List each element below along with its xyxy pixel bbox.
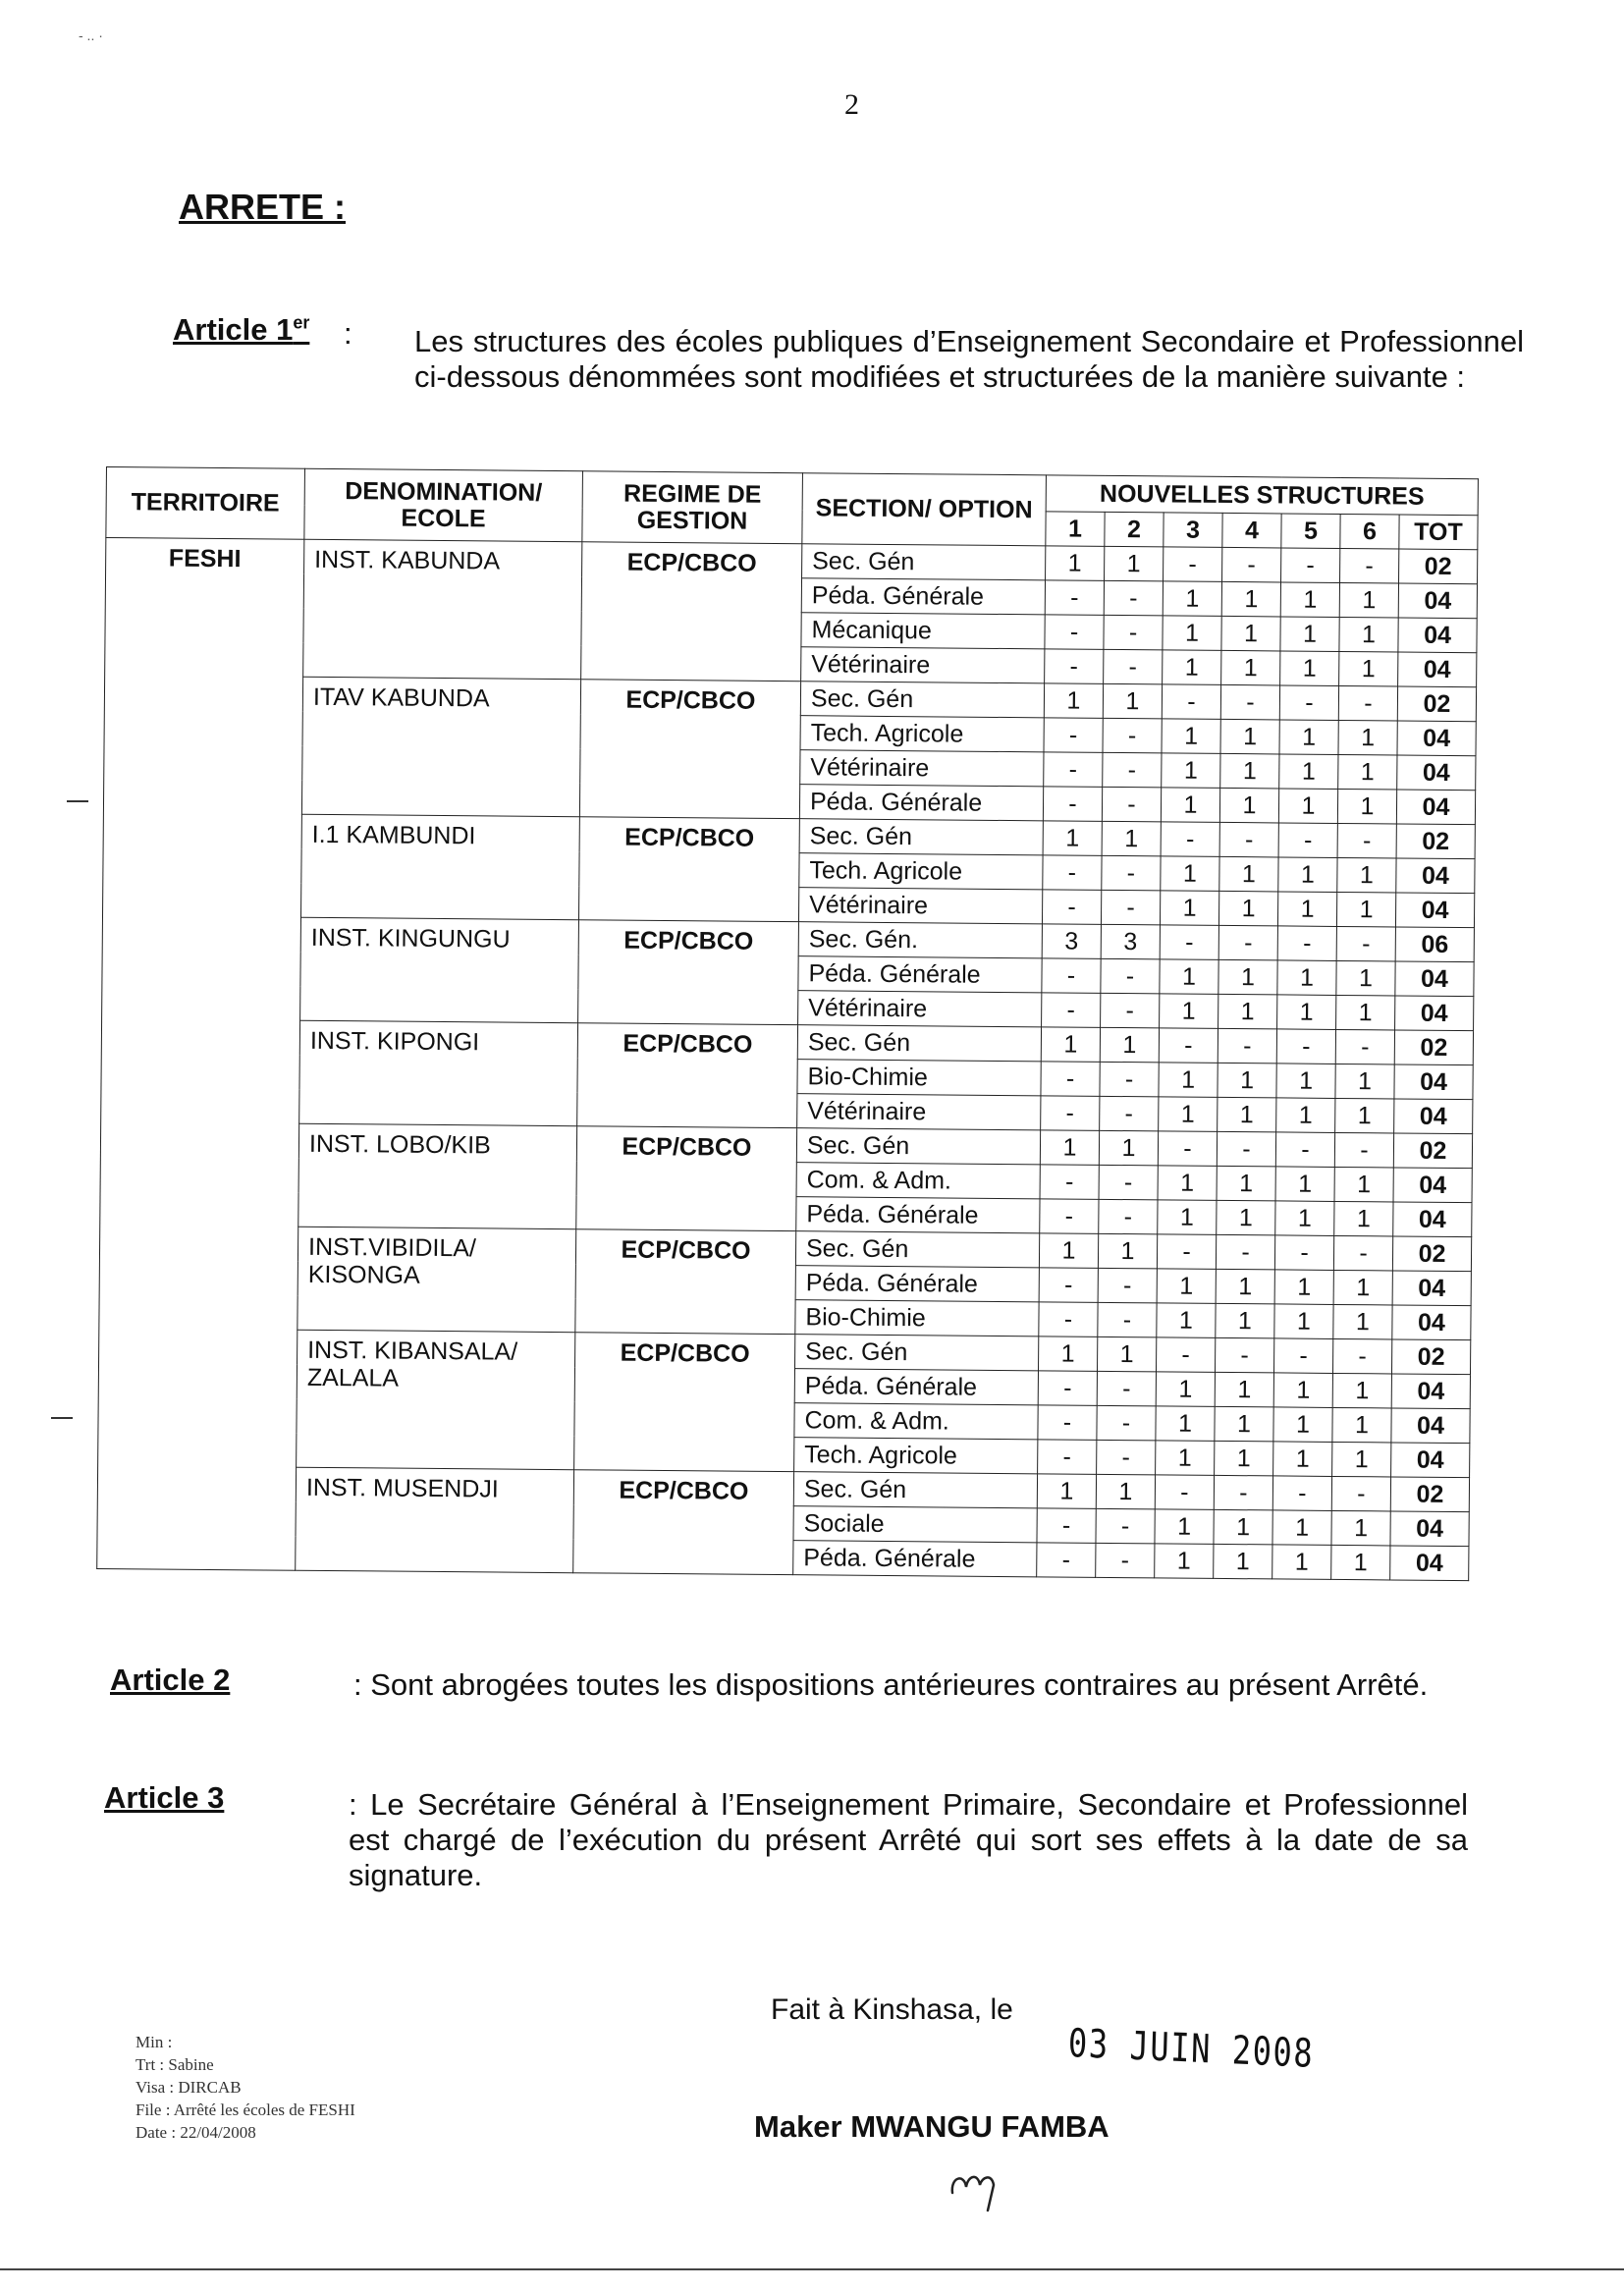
year-3-cell: 1 — [1156, 1406, 1215, 1442]
year-4-cell: 1 — [1215, 1406, 1273, 1442]
year-3-cell: - — [1156, 1337, 1215, 1373]
section-cell: Com. & Adm. — [794, 1403, 1038, 1440]
year-6-cell: 1 — [1333, 1270, 1392, 1305]
header-nouvelles-structures: NOUVELLES STRUCTURES — [1046, 475, 1478, 516]
header-territoire: TERRITOIRE — [106, 467, 305, 540]
section-cell: Com. & Adm. — [796, 1163, 1040, 1199]
year-6-cell: 1 — [1335, 1064, 1394, 1099]
footer-note-line: Date : 22/04/2008 — [135, 2123, 256, 2142]
year-6-cell: - — [1334, 1132, 1393, 1168]
year-4-cell: - — [1217, 1131, 1275, 1167]
section-cell: Vétérinaire — [797, 1094, 1041, 1130]
margin-mark-bottom — [51, 1417, 73, 1419]
section-cell: Péda. Générale — [799, 785, 1043, 821]
year-6-cell: 1 — [1337, 857, 1396, 893]
year-4-cell: 1 — [1218, 1063, 1276, 1098]
total-cell: 02 — [1393, 1133, 1472, 1169]
year-5-cell: 1 — [1277, 995, 1336, 1030]
year-5-cell: 1 — [1275, 1167, 1334, 1202]
year-1-cell: 1 — [1039, 1336, 1098, 1372]
structures-body — [97, 538, 1478, 1581]
year-1-cell: - — [1045, 649, 1104, 684]
year-6-cell: 1 — [1334, 1201, 1393, 1236]
year-2-cell: - — [1102, 855, 1161, 891]
year-5-cell: 1 — [1280, 651, 1339, 686]
year-3-cell: 1 — [1162, 753, 1220, 789]
year-3-cell: 1 — [1161, 788, 1219, 823]
article-2-label: Article 2 — [110, 1663, 231, 1697]
school-name-cell: INST. MUSENDJI — [296, 1467, 574, 1572]
total-cell: 04 — [1397, 721, 1476, 756]
section-cell: Tech. Agricole — [800, 716, 1044, 752]
regime-cell: ECP/CBCO — [577, 1023, 798, 1128]
year-2-cell: - — [1097, 1371, 1156, 1406]
year-1-cell: - — [1042, 958, 1101, 994]
year-6-cell: 1 — [1336, 960, 1395, 996]
section-cell: Sec. Gén — [795, 1231, 1039, 1268]
section-cell: Sec. Gén. — [798, 922, 1042, 958]
date-stamp: 03 JUIN 2008 — [1067, 2021, 1315, 2077]
handwritten-signature — [943, 2155, 1021, 2214]
year-5-cell: 1 — [1276, 1064, 1335, 1099]
section-cell: Sec. Gén — [795, 1335, 1039, 1371]
year-1-cell: - — [1040, 1199, 1099, 1234]
year-6-cell: 1 — [1331, 1510, 1390, 1546]
header-col-2: 2 — [1105, 512, 1164, 547]
header-col-6: 6 — [1340, 514, 1399, 549]
year-4-cell: - — [1219, 822, 1278, 857]
year-2-cell: - — [1101, 958, 1160, 994]
header-denomination: DENOMINATION/ ECOLE — [304, 468, 583, 541]
section-cell: Vétérinaire — [801, 647, 1045, 683]
school-name-cell: INST. KABUNDA — [303, 539, 582, 679]
year-2-cell: - — [1104, 649, 1163, 684]
year-6-cell: - — [1335, 1029, 1394, 1064]
school-name-cell: INST. KINGUNGU — [300, 917, 579, 1022]
year-2-cell: 1 — [1097, 1336, 1156, 1372]
section-cell: Mécanique — [801, 613, 1045, 649]
year-2-cell: - — [1097, 1440, 1156, 1475]
year-1-cell: - — [1043, 855, 1102, 891]
year-6-cell: 1 — [1334, 1167, 1393, 1202]
year-3-cell: - — [1161, 822, 1219, 857]
year-1-cell: 1 — [1041, 1027, 1100, 1063]
year-3-cell: 1 — [1163, 650, 1221, 685]
year-6-cell: 1 — [1335, 1098, 1394, 1133]
year-2-cell: 1 — [1102, 821, 1161, 856]
school-name-cell: INST. KIBANSALA/ ZALALA — [297, 1330, 575, 1469]
section-cell: Bio-Chimie — [795, 1300, 1039, 1336]
year-5-cell: - — [1275, 1132, 1334, 1168]
year-6-cell: 1 — [1337, 789, 1396, 824]
section-cell: Péda. Générale — [795, 1266, 1039, 1302]
header-col-3: 3 — [1164, 513, 1222, 548]
year-3-cell: 1 — [1158, 1166, 1217, 1201]
year-1-cell: 1 — [1040, 1130, 1099, 1166]
year-1-cell: - — [1045, 615, 1104, 650]
place-line: Fait à Kinshasa, le — [771, 1993, 1013, 2026]
article-1-label: Article 1er — [173, 312, 310, 347]
year-4-cell: - — [1222, 547, 1281, 582]
year-2-cell: - — [1099, 1199, 1158, 1234]
footer-note-line: Min : — [135, 2033, 173, 2051]
year-6-cell: 1 — [1336, 995, 1395, 1030]
year-2-cell: - — [1103, 718, 1162, 753]
year-6-cell: - — [1336, 926, 1395, 961]
header-col-5: 5 — [1281, 514, 1340, 549]
year-1-cell: 3 — [1042, 924, 1101, 959]
year-3-cell: 1 — [1163, 581, 1221, 617]
year-5-cell: 1 — [1273, 1373, 1332, 1408]
year-2-cell: - — [1102, 787, 1161, 822]
year-2-cell: 1 — [1103, 683, 1162, 719]
scan-specks: - .. · — [79, 27, 103, 43]
year-3-cell: 1 — [1157, 1303, 1216, 1338]
year-5-cell: - — [1278, 823, 1337, 858]
year-5-cell: 1 — [1274, 1270, 1333, 1305]
year-4-cell: 1 — [1214, 1509, 1272, 1545]
header-col-1: 1 — [1046, 512, 1105, 547]
year-2-cell: - — [1103, 752, 1162, 788]
year-1-cell: 1 — [1037, 1474, 1096, 1509]
year-4-cell: 1 — [1220, 753, 1279, 789]
total-cell: 04 — [1390, 1546, 1469, 1581]
year-2-cell: - — [1100, 1096, 1159, 1131]
year-5-cell: - — [1279, 685, 1338, 721]
year-3-cell: 1 — [1157, 1269, 1216, 1304]
year-5-cell: - — [1277, 926, 1336, 961]
section-cell: Péda. Générale — [801, 578, 1045, 615]
section-cell: Tech. Agricole — [799, 853, 1043, 890]
total-cell: 04 — [1397, 755, 1476, 791]
year-2-cell: - — [1096, 1508, 1155, 1544]
year-4-cell: 1 — [1214, 1544, 1272, 1579]
section-cell: Sec. Gén — [799, 819, 1043, 855]
year-4-cell: 1 — [1215, 1441, 1273, 1476]
year-5-cell: 1 — [1273, 1407, 1332, 1443]
year-5-cell: 1 — [1275, 1201, 1334, 1236]
total-cell: 06 — [1395, 927, 1474, 962]
year-5-cell: 1 — [1279, 754, 1338, 790]
year-2-cell: - — [1099, 1165, 1158, 1200]
year-5-cell: 1 — [1272, 1545, 1331, 1580]
year-3-cell: 1 — [1159, 1097, 1218, 1132]
total-cell: 02 — [1397, 686, 1476, 722]
footer-notes — [135, 2031, 355, 2144]
year-3-cell: 1 — [1155, 1544, 1214, 1579]
year-3-cell: 1 — [1163, 616, 1221, 651]
year-5-cell: 1 — [1273, 1442, 1332, 1477]
regime-cell: ECP/CBCO — [574, 1333, 795, 1472]
year-2-cell: 1 — [1100, 1027, 1159, 1063]
year-1-cell: - — [1041, 1096, 1100, 1131]
year-4-cell: 1 — [1215, 1372, 1273, 1407]
article-3-text: : Le Secrétaire Général à l’Enseignement Primaire, Secondaire et Professionnel est chargé de l’exécution du présent Arrêté qui sort ses effets à la date de sa signature. — [349, 1787, 1468, 1892]
year-6-cell: 1 — [1332, 1373, 1391, 1408]
year-4-cell: 1 — [1217, 1166, 1275, 1201]
year-4-cell: - — [1215, 1337, 1273, 1373]
total-cell: 02 — [1394, 1030, 1473, 1065]
year-3-cell: 1 — [1161, 856, 1219, 892]
total-cell: 04 — [1398, 618, 1477, 653]
year-6-cell: 1 — [1332, 1442, 1391, 1477]
total-cell: 04 — [1396, 790, 1475, 825]
year-5-cell: 1 — [1278, 789, 1337, 824]
year-6-cell: - — [1333, 1235, 1392, 1271]
year-5-cell: 1 — [1280, 617, 1339, 652]
year-1-cell: - — [1043, 787, 1102, 822]
year-1-cell: - — [1044, 718, 1103, 753]
page-number: 2 — [844, 88, 859, 121]
regime-cell: ECP/CBCO — [579, 680, 800, 819]
year-1-cell: - — [1044, 752, 1103, 788]
year-6-cell: 1 — [1339, 617, 1398, 652]
year-5-cell: - — [1272, 1476, 1331, 1511]
year-5-cell: 1 — [1277, 892, 1336, 927]
year-3-cell: - — [1159, 1028, 1218, 1064]
year-6-cell: 1 — [1336, 892, 1395, 927]
year-4-cell: 1 — [1217, 1200, 1275, 1235]
year-4-cell: 1 — [1216, 1303, 1274, 1338]
section-cell: Sec. Gén — [802, 544, 1046, 580]
year-6-cell: - — [1337, 823, 1396, 858]
year-1-cell: - — [1038, 1440, 1097, 1475]
year-1-cell: 1 — [1046, 546, 1105, 581]
year-1-cell: - — [1039, 1302, 1098, 1337]
year-3-cell: 1 — [1156, 1441, 1215, 1476]
year-6-cell: - — [1332, 1338, 1391, 1374]
year-4-cell: 1 — [1218, 959, 1277, 995]
year-2-cell: 1 — [1099, 1130, 1158, 1166]
section-cell: Sociale — [793, 1506, 1037, 1543]
total-cell: 04 — [1390, 1511, 1469, 1547]
regime-cell: ECP/CBCO — [578, 817, 799, 922]
school-name-cell: I.1 KAMBUNDI — [300, 814, 579, 919]
year-6-cell: 1 — [1338, 720, 1397, 755]
year-4-cell: 1 — [1221, 650, 1280, 685]
year-5-cell: 1 — [1280, 582, 1339, 618]
year-3-cell: - — [1162, 684, 1220, 720]
year-3-cell: 1 — [1162, 719, 1220, 754]
margin-mark-top — [67, 800, 88, 802]
year-3-cell: 1 — [1160, 959, 1218, 995]
bottom-rule — [0, 2268, 1624, 2270]
section-cell: Vétérinaire — [798, 991, 1042, 1027]
section-cell: Péda. Générale — [796, 1197, 1040, 1233]
year-1-cell: - — [1045, 580, 1104, 616]
year-4-cell: - — [1214, 1475, 1272, 1510]
year-6-cell: - — [1340, 548, 1399, 583]
total-cell: 04 — [1398, 652, 1477, 687]
regime-cell: ECP/CBCO — [573, 1470, 794, 1575]
arrete-heading: ARRETE : — [179, 187, 346, 227]
article-1-colon: : — [344, 316, 352, 351]
year-4-cell: 1 — [1220, 719, 1279, 754]
footer-note-line: Trt : Sabine — [135, 2055, 214, 2074]
total-cell: 04 — [1398, 583, 1477, 619]
total-cell: 04 — [1391, 1408, 1470, 1444]
year-1-cell: 1 — [1044, 683, 1103, 719]
year-4-cell: 1 — [1216, 1269, 1274, 1304]
section-cell: Péda. Générale — [793, 1541, 1037, 1577]
section-cell: Sec. Gén — [793, 1472, 1037, 1508]
year-4-cell: - — [1216, 1234, 1274, 1270]
year-5-cell: - — [1273, 1338, 1332, 1374]
year-5-cell: 1 — [1278, 857, 1337, 893]
footer-note-line: Visa : DIRCAB — [135, 2078, 242, 2097]
year-1-cell: 1 — [1039, 1233, 1098, 1269]
total-cell: 04 — [1394, 1064, 1473, 1100]
total-cell: 02 — [1399, 549, 1478, 584]
section-cell: Bio-Chimie — [797, 1060, 1041, 1096]
total-cell: 04 — [1395, 961, 1474, 997]
footer-note-line: File : Arrêté les écoles de FESHI — [135, 2100, 355, 2119]
year-2-cell: 1 — [1098, 1233, 1157, 1269]
section-cell: Tech. Agricole — [794, 1438, 1038, 1474]
year-3-cell: - — [1158, 1131, 1217, 1167]
section-cell: Sec. Gén — [797, 1025, 1041, 1062]
year-5-cell: 1 — [1274, 1304, 1333, 1339]
year-6-cell: 1 — [1332, 1407, 1391, 1443]
year-5-cell: - — [1281, 548, 1340, 583]
year-1-cell: - — [1038, 1371, 1097, 1406]
total-cell: 04 — [1391, 1374, 1470, 1409]
section-cell: Sec. Gén — [796, 1128, 1040, 1165]
year-1-cell: - — [1042, 890, 1101, 925]
year-4-cell: 1 — [1219, 788, 1278, 823]
year-6-cell: 1 — [1338, 754, 1397, 790]
header-col-tot: TOT — [1399, 515, 1478, 550]
year-1-cell: - — [1037, 1508, 1096, 1544]
year-5-cell: 1 — [1272, 1510, 1331, 1546]
year-2-cell: - — [1097, 1405, 1156, 1441]
year-1-cell: - — [1039, 1268, 1098, 1303]
total-cell: 04 — [1392, 1271, 1471, 1306]
header-regime: REGIME DE GESTION — [582, 471, 803, 544]
year-4-cell: 1 — [1221, 616, 1280, 651]
year-3-cell: - — [1160, 925, 1218, 960]
total-cell: 04 — [1395, 996, 1474, 1031]
total-cell: 04 — [1393, 1168, 1472, 1203]
school-name-cell: INST.VIBIDILA/ KISONGA — [298, 1227, 576, 1332]
year-2-cell: - — [1098, 1302, 1157, 1337]
year-3-cell: 1 — [1160, 994, 1218, 1029]
year-3-cell: 1 — [1156, 1372, 1215, 1407]
regime-cell: ECP/CBCO — [581, 542, 802, 682]
regime-cell: ECP/CBCO — [575, 1229, 796, 1335]
year-2-cell: - — [1104, 615, 1163, 650]
year-1-cell: 1 — [1043, 821, 1102, 856]
total-cell: 04 — [1395, 893, 1474, 928]
year-5-cell: - — [1274, 1235, 1333, 1271]
header-col-4: 4 — [1222, 513, 1281, 548]
year-5-cell: 1 — [1277, 960, 1336, 996]
year-1-cell: - — [1038, 1405, 1097, 1441]
regime-cell: ECP/CBCO — [578, 920, 799, 1025]
year-1-cell: - — [1040, 1165, 1099, 1200]
year-6-cell: 1 — [1339, 582, 1398, 618]
year-2-cell: 1 — [1105, 546, 1164, 581]
article-2-text: : Sont abrogées toutes les dispositions antérieures contraires au présent Arrêté. — [353, 1667, 1429, 1702]
year-6-cell: - — [1338, 685, 1397, 721]
signer-name: Maker MWANGU FAMBA — [754, 2109, 1110, 2144]
header-section: SECTION/ OPTION — [802, 473, 1047, 546]
year-5-cell: - — [1276, 1029, 1335, 1064]
total-cell: 04 — [1392, 1305, 1471, 1340]
year-2-cell: 3 — [1101, 924, 1160, 959]
article-3-label: Article 3 — [104, 1780, 225, 1815]
year-4-cell: 1 — [1218, 891, 1277, 926]
year-2-cell: - — [1100, 1062, 1159, 1097]
year-6-cell: 1 — [1339, 651, 1398, 686]
year-5-cell: 1 — [1276, 1098, 1335, 1133]
year-2-cell: - — [1096, 1543, 1155, 1578]
total-cell: 02 — [1396, 824, 1475, 859]
year-1-cell: - — [1037, 1543, 1096, 1578]
total-cell: 04 — [1396, 858, 1475, 894]
territory-cell: FESHI — [97, 538, 304, 1571]
total-cell: 02 — [1391, 1339, 1470, 1375]
year-4-cell: - — [1218, 1028, 1276, 1064]
year-2-cell: 1 — [1096, 1474, 1155, 1509]
total-cell: 02 — [1392, 1236, 1471, 1272]
total-cell: 04 — [1391, 1443, 1470, 1478]
school-structures-table — [96, 466, 1479, 1581]
year-2-cell: - — [1098, 1268, 1157, 1303]
total-cell: 04 — [1394, 1099, 1473, 1134]
year-5-cell: 1 — [1279, 720, 1338, 755]
article-1-text: Les structures des écoles publiques d’Enseignement Secondaire et Professionnel ci-dessous dénommées sont modifiées et structurées de la manière suivante : — [414, 324, 1524, 394]
year-3-cell: - — [1157, 1234, 1216, 1270]
year-2-cell: - — [1101, 890, 1160, 925]
section-cell: Péda. Générale — [798, 956, 1042, 993]
year-3-cell: - — [1155, 1475, 1214, 1510]
year-3-cell: - — [1164, 547, 1222, 582]
year-6-cell: 1 — [1333, 1304, 1392, 1339]
regime-cell: ECP/CBCO — [576, 1126, 797, 1231]
school-name-cell: INST. LOBO/KIB — [298, 1123, 577, 1228]
year-4-cell: - — [1220, 684, 1279, 720]
year-3-cell: 1 — [1158, 1200, 1217, 1235]
total-cell: 02 — [1390, 1477, 1469, 1512]
year-4-cell: 1 — [1219, 856, 1278, 892]
year-6-cell: 1 — [1331, 1545, 1390, 1580]
year-3-cell: 1 — [1159, 1063, 1218, 1098]
total-cell: 04 — [1393, 1202, 1472, 1237]
year-4-cell: 1 — [1221, 581, 1280, 617]
year-1-cell: - — [1041, 1062, 1100, 1097]
year-2-cell: - — [1101, 993, 1160, 1028]
section-cell: Sec. Gén — [800, 682, 1044, 718]
section-cell: Péda. Générale — [794, 1369, 1038, 1405]
year-3-cell: 1 — [1160, 891, 1218, 926]
section-cell: Vétérinaire — [798, 888, 1042, 924]
school-name-cell: INST. KIPONGI — [299, 1020, 578, 1125]
section-cell: Vétérinaire — [800, 750, 1044, 787]
year-4-cell: 1 — [1218, 994, 1277, 1029]
year-1-cell: - — [1042, 993, 1101, 1028]
year-4-cell: - — [1218, 925, 1277, 960]
year-6-cell: - — [1331, 1476, 1390, 1511]
school-name-cell: ITAV KABUNDA — [301, 677, 580, 816]
year-3-cell: 1 — [1155, 1509, 1214, 1545]
year-4-cell: 1 — [1218, 1097, 1276, 1132]
year-2-cell: - — [1104, 580, 1163, 616]
